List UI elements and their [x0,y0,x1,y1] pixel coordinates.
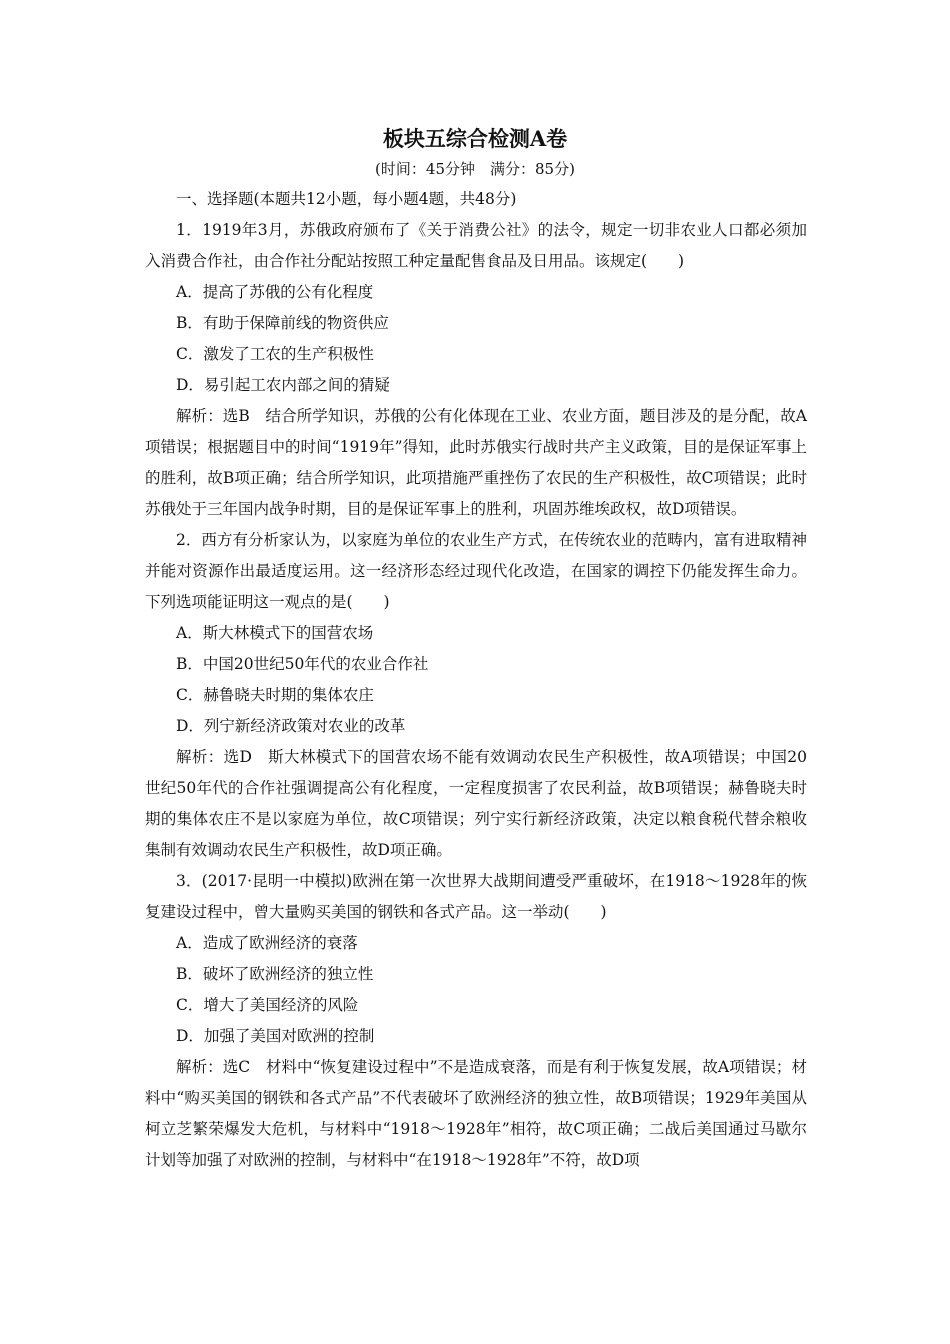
question-1 [145,215,807,525]
option-c: C．赫鲁晓夫时期的集体农庄 [176,686,374,704]
option-d: D．列宁新经济政策对农业的改革 [176,717,406,735]
section-heading: 一、选择题(本题共12小题，每小题4题，共48分) [176,190,517,208]
question-stem: 2．西方有分析家认为，以家庭为单位的农业生产方式，在传统农业的范畴内，富有进取精神并能对资源作出最适度运用。这一经济形态经过现代化改造，在国家的调控下仍能发挥生命力。下列选项能证明这一观点的是( ) [145,531,807,611]
option-c: C．增大了美国经济的风险 [176,996,359,1014]
document-body [145,184,807,1176]
option-b: B．破坏了欧洲经济的独立性 [176,965,374,983]
question-analysis: 解析：选B 结合所学知识，苏俄的公有化体现在工业、农业方面，题目涉及的是分配，故A项错误；根据题目中的时间“1919年”得知，此时苏俄实行战时共产主义政策，目的是保证军事上的胜利，故B项正确；结合所学知识，此项措施严重挫伤了农民的生产积极性，故C项错误；此时苏俄处于三年国内战争时期，目的是保证军事上的胜利，巩固苏维埃政权，故D项错误。 [145,407,807,518]
page-title: 板块五综合检测A卷 [382,126,568,151]
question-analysis: 解析：选D 斯大林模式下的国营农场不能有效调动农民生产积极性，故A项错误；中国20世纪50年代的合作社强调提高公有化程度，一定程度损害了农民利益，故B项错误；赫鲁晓夫时期的集体农庄不是以家庭为单位，故C项错误；列宁实行新经济政策，决定以粮食税代替余粮收集制有效调动农民生产积极性，故D项正确。 [145,748,807,859]
option-d: D．易引起工农内部之间的猜疑 [176,376,390,394]
option-c: C．激发了工农的生产积极性 [176,345,374,363]
question-2 [145,525,807,866]
option-d: D．加强了美国对欧洲的控制 [176,1027,375,1045]
question-analysis: 解析：选C 材料中“恢复建设过程中”不是造成衰落，而是有利于恢复发展，故A项错误；材料中“购买美国的钢铁和各式产品”不代表破坏了欧洲经济的独立性，故B项错误；1929年美国从柯立芝繁荣爆发大危机，与材料中“1918～1928年”相符，故C项正确；二战后美国通过马歇尔计划等加强了对欧洲的控制，与材料中“在1918～1928年”不符，故D项 [145,1058,807,1169]
option-a: A．斯大林模式下的国营农场 [176,624,374,642]
option-a: A．提高了苏俄的公有化程度 [176,283,374,301]
option-b: B．中国20世纪50年代的农业合作社 [176,655,429,673]
exam-time-score: (时间：45分钟 满分：85分) [375,160,575,178]
option-b: B．有助于保障前线的物资供应 [176,314,389,332]
option-a: A．造成了欧洲经济的衰落 [176,934,358,952]
question-stem: 3．(2017·昆明一中模拟)欧洲在第一次世界大战期间遭受严重破坏，在1918～1928年的恢复建设过程中，曾大量购买美国的钢铁和各式产品。这一举动( ) [145,872,807,921]
question-3 [145,866,807,1176]
question-stem: 1．1919年3月，苏俄政府颁布了《关于消费公社》的法令，规定一切非农业人口都必须加入消费合作社，由合作社分配站按照工种定量配售食品及日用品。该规定( ) [145,221,807,270]
